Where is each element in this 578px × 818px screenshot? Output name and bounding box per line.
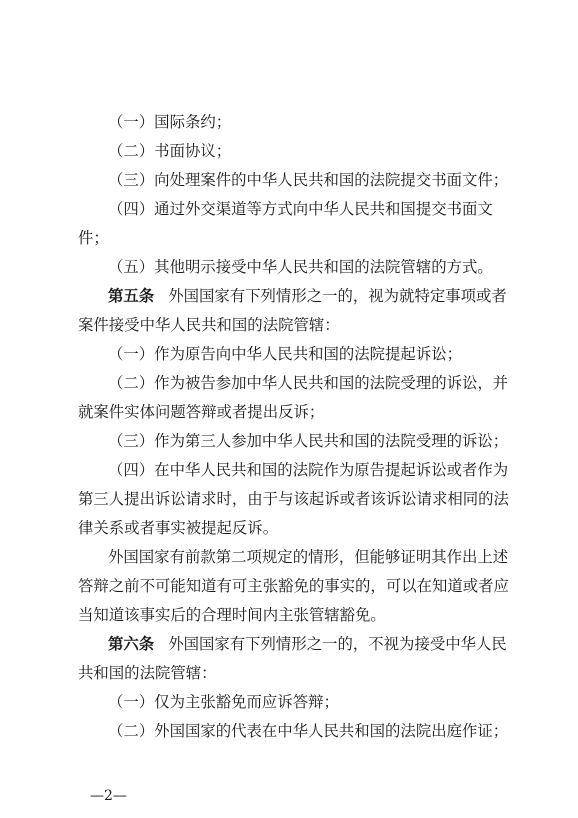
page-number: —2— [90, 788, 127, 804]
article-6-intro: 外国国家有下列情形之一的，不视为接受中华人民 [168, 635, 507, 653]
article-5-label: 第五条 [108, 287, 155, 305]
article-5-item-1: （一）作为原告向中华人民共和国的法院提起诉讼； [108, 345, 462, 363]
article-5-heading-line [108, 286, 507, 306]
clause-1-4-cont: 件； [78, 229, 109, 247]
clause-1-3: （三）向处理案件的中华人民共和国的法院提交书面文件； [108, 171, 509, 189]
article-5-item-2: （二）作为被告参加中华人民共和国的法院受理的诉讼，并 [108, 374, 509, 392]
article-5-item-4-cont-1: 第三人提出诉讼请求时，由于与该起诉或者该诉讼请求相同的法 [78, 490, 509, 508]
article-6-heading-line [108, 634, 507, 654]
article-5-intro-cont: 案件接受中华人民共和国的法院管辖： [78, 316, 340, 334]
clause-1-1: （一）国际条约； [108, 113, 232, 131]
article-5-item-2-cont: 就案件实体问题答辩或者提出反诉； [78, 403, 325, 421]
article-6-item-1: （一）仅为主张豁免而应诉答辩； [108, 693, 339, 711]
clause-1-4: （四）通过外交渠道等方式向中华人民共和国提交书面文 [108, 200, 493, 218]
article-5-intro: 外国国家有下列情形之一的，视为就特定事项或者 [168, 287, 507, 305]
article-5-para-2-cont-2: 当知道该事实后的合理时间内主张管辖豁免。 [78, 606, 386, 624]
article-5-item-4: （四）在中华人民共和国的法院作为原告提起诉讼或者作为 [108, 461, 509, 479]
clause-1-5: （五）其他明示接受中华人民共和国的法院管辖的方式。 [108, 258, 493, 276]
article-5-item-4-cont-2: 律关系或者事实被提起反诉。 [78, 519, 279, 537]
clause-1-2: （二）书面协议； [108, 142, 232, 160]
article-5-para-2: 外国国家有前款第二项规定的情形，但能够证明其作出上述 [108, 548, 509, 566]
article-5-item-3: （三）作为第三人参加中华人民共和国的法院受理的诉讼； [108, 432, 509, 450]
article-5-para-2-cont-1: 答辩之前不可能知道有可主张豁免的事实的，可以在知道或者应 [78, 577, 509, 595]
article-6-item-2: （二）外国国家的代表在中华人民共和国的法院出庭作证； [108, 722, 509, 740]
article-6-label: 第六条 [108, 635, 155, 653]
article-6-intro-cont: 共和国的法院管辖： [78, 664, 217, 682]
